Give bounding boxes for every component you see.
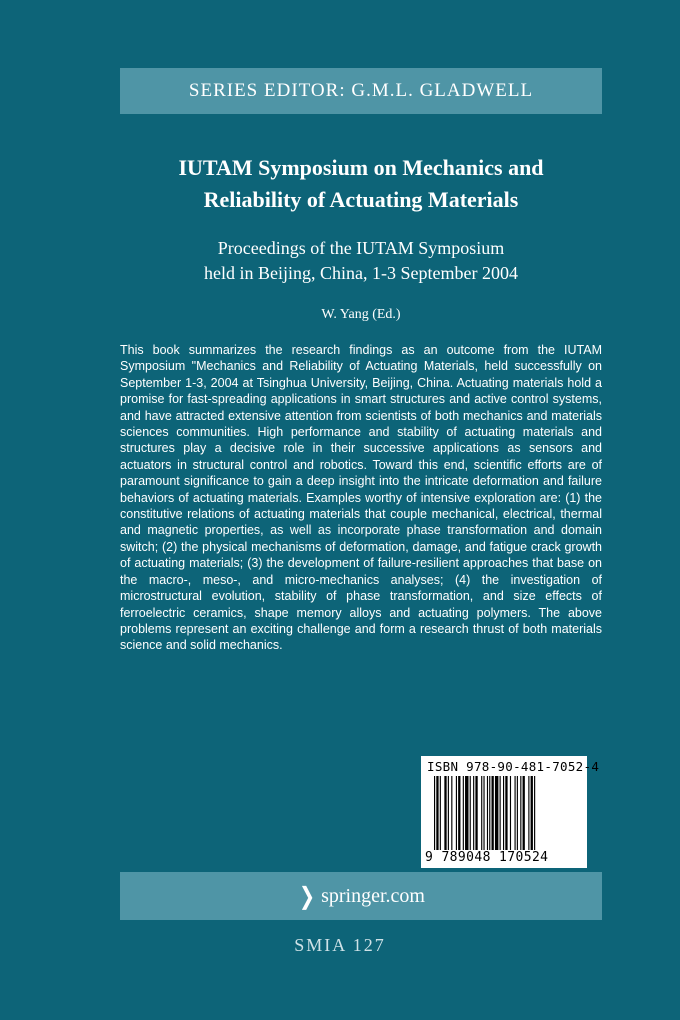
barcode-bar xyxy=(436,776,438,850)
barcode-bar xyxy=(483,776,484,850)
barcode-bar xyxy=(531,776,533,850)
barcode-bar xyxy=(489,776,490,850)
barcode-bar xyxy=(451,776,452,850)
title-line-2: Reliability of Actuating Materials xyxy=(203,187,519,212)
barcode-bar xyxy=(448,776,449,850)
barcode-bar xyxy=(456,776,457,850)
subtitle-line-2: held in Beijing, China, 1-3 September 2004 xyxy=(204,263,518,283)
barcode-bar xyxy=(463,776,464,850)
barcode-bar xyxy=(500,776,501,850)
book-title xyxy=(100,152,622,216)
barcode-bar xyxy=(495,776,498,850)
barcode-bar xyxy=(440,776,441,850)
barcode-bar xyxy=(505,776,507,850)
springer-site-text: springer.com xyxy=(321,884,425,907)
barcode-bar xyxy=(487,776,488,850)
isbn-label: ISBN 978-90-481-7052-4 xyxy=(427,759,600,774)
barcode-bar xyxy=(515,776,516,850)
barcode-bar xyxy=(523,776,525,850)
book-subtitle xyxy=(100,236,622,286)
barcode-bar xyxy=(465,776,468,850)
barcode-bar xyxy=(503,776,504,850)
barcode-bar xyxy=(475,776,477,850)
chevron-right-icon: ❯ xyxy=(299,882,316,910)
barcode-bar xyxy=(470,776,471,850)
barcode-digits: 9 789048 170524 xyxy=(425,850,549,865)
barcode-bar xyxy=(481,776,482,850)
barcode-bar xyxy=(473,776,474,850)
barcode-bar xyxy=(528,776,529,850)
series-code: SMIA 127 xyxy=(294,935,386,955)
springer-link[interactable] xyxy=(297,884,425,908)
barcode-bar xyxy=(492,776,494,850)
barcode-bar xyxy=(444,776,446,850)
barcode-bar xyxy=(517,776,518,850)
barcode-bar xyxy=(458,776,460,850)
barcode-bar xyxy=(520,776,521,850)
barcode-bar xyxy=(534,776,535,850)
publisher-band xyxy=(120,872,602,920)
barcode-bar xyxy=(434,776,435,850)
subtitle-line-1: Proceedings of the IUTAM Symposium xyxy=(217,238,505,258)
isbn-barcode xyxy=(421,756,600,868)
title-line-1: IUTAM Symposium on Mechanics and xyxy=(178,155,544,180)
abstract-text: This book summarizes the research findings as an outcome from the IUTAM Symposium "Mechanics and Reliability of Actuating Materials, held successfully on September 1-3, 2004 at Tsinghua University, Beijing, China. Actuating materials hold a promise for fast-spreading applications in smart structures and active control systems, and have attracted extensive attention from scientists of both mechanics and materials sciences communities. High performance and stability of actuating materials and structures play a decisive role in their successive applications as sensors and actuators in structural control and robotics. Toward this end, scientific efforts are of paramount significance to gain a deep insight into the intricate deformation and failure behaviors of actuating materials. Examples worthy of intensive exploration are: (1) the constitutive relations of actuating materials that couple mechanical, electrical, thermal and magnetic properties, as well as incorporate phase transformation and domain switch; (2) the physical mechanisms of deformation, damage, and fatigue crack growth of actuating materials; (3) the development of failure-resilient approaches that base on the macro-, meso-, and micro-mechanics analyses; (4) the investigation of microstructural evolution, stability of phase transformation, and size effects of ferroelectric ceramics, shape memory alloys and actuating polymers. The above problems represent an exciting challenge and form a research thrust of both materials science and solid mechanics. xyxy=(120,343,602,653)
editor-credit: W. Yang (Ed.) xyxy=(321,307,401,322)
barcode-bar xyxy=(510,776,511,850)
barcode-bars xyxy=(434,776,574,850)
series-editor-band xyxy=(120,68,602,114)
series-editor-text: SERIES EDITOR: G.M.L. GLADWELL xyxy=(188,80,534,101)
